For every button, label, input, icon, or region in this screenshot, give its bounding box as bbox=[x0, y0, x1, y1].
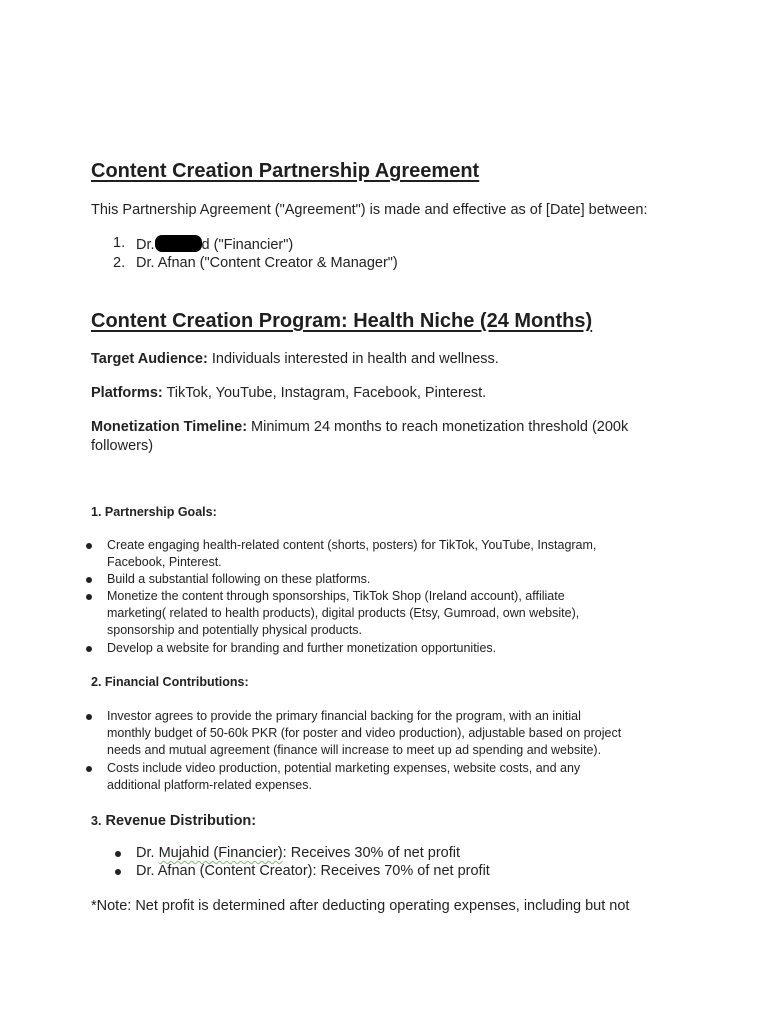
goal-item-3-line-3: sponsorship and potentially physical products. bbox=[107, 623, 363, 637]
goal-item-3 bbox=[107, 588, 579, 639]
financial-item-2-line-1: Costs include video production, potential marketing expenses, website costs, and any bbox=[107, 761, 581, 775]
monetization-timeline-text: Minimum 24 months to reach monetization threshold (200k bbox=[247, 419, 629, 435]
goal-item-2-line-1: Build a substantial following on these platforms. bbox=[107, 572, 371, 586]
financial-item-1-line-2: monthly budget of 50-60k PKR (for poster and video production), adjustable based on project bbox=[107, 726, 622, 740]
target-audience-label: Target Audience: bbox=[91, 351, 208, 367]
financial-item-2 bbox=[107, 760, 580, 794]
goal-item-1 bbox=[107, 537, 596, 571]
party-2-number: 2. bbox=[113, 255, 126, 271]
bullet-icon bbox=[86, 646, 92, 652]
bullet-icon bbox=[86, 577, 92, 583]
platforms-text: TikTok, YouTube, Instagram, Facebook, Pinterest. bbox=[162, 385, 487, 401]
section-3-title: Revenue Distribution: bbox=[101, 813, 257, 829]
goal-item-4-line-1: Develop a website for branding and further monetization opportunities. bbox=[107, 641, 497, 655]
goal-item-3-line-2: marketing( related to health products), digital products (Etsy, Gumroad, own website), bbox=[107, 606, 580, 620]
revenue-item-2: Dr. Afnan (Content Creator): Receives 70% of net profit bbox=[136, 863, 490, 879]
monetization-timeline bbox=[91, 419, 628, 435]
target-audience-text: Individuals interested in health and wellness. bbox=[207, 351, 499, 367]
bullet-icon bbox=[86, 766, 92, 772]
bullet-icon bbox=[86, 714, 92, 720]
revenue-item-1-name: Mujahid (Financier) bbox=[158, 845, 283, 861]
goal-item-1-line-1: Create engaging health-related content (shorts, posters) for TikTok, YouTube, Instagram, bbox=[107, 538, 597, 552]
bullet-icon bbox=[115, 869, 121, 875]
bullet-icon bbox=[86, 594, 92, 600]
goal-item-2 bbox=[107, 571, 370, 588]
monetization-timeline-continued: followers) bbox=[91, 438, 154, 454]
target-audience bbox=[91, 351, 499, 367]
document-title: Content Creation Partnership Agreement bbox=[91, 160, 480, 182]
revenue-item-1-rest: : Receives 30% of net profit bbox=[282, 845, 460, 861]
financial-item-2-line-2: additional platform-related expenses. bbox=[107, 778, 312, 792]
redaction-mark bbox=[155, 235, 202, 252]
program-heading: Content Creation Program: Health Niche (24 Months) bbox=[91, 310, 593, 332]
monetization-timeline-label: Monetization Timeline: bbox=[91, 419, 248, 435]
platforms bbox=[91, 385, 486, 401]
party-1-suffix: d ("Financier") bbox=[201, 237, 294, 253]
section-3-heading bbox=[91, 812, 256, 830]
party-1-number: 1. bbox=[113, 235, 126, 251]
goal-item-3-line-1: Monetize the content through sponsorships, TikTok Shop (Ireland account), affiliate bbox=[107, 589, 565, 603]
section-3-number: 3. bbox=[91, 814, 102, 828]
revenue-item-1-prefix: Dr. bbox=[136, 845, 159, 861]
financial-item-1 bbox=[107, 708, 621, 759]
bullet-icon bbox=[86, 543, 92, 549]
platforms-label: Platforms: bbox=[91, 385, 163, 401]
goal-item-1-line-2: Facebook, Pinterest. bbox=[107, 555, 222, 569]
financial-item-1-line-3: needs and mutual agreement (finance will increase to meet up ad spending and website). bbox=[107, 743, 602, 757]
party-2: Dr. Afnan ("Content Creator & Manager") bbox=[136, 255, 398, 271]
section-2-heading: 2. Financial Contributions: bbox=[91, 675, 249, 689]
goal-item-4 bbox=[107, 640, 496, 657]
party-1 bbox=[136, 235, 293, 253]
financial-item-1-line-1: Investor agrees to provide the primary financial backing for the program, with an initial bbox=[107, 709, 581, 723]
note-paragraph: *Note: Net profit is determined after deducting operating expenses, including but not bbox=[91, 898, 630, 914]
bullet-icon bbox=[115, 851, 121, 857]
section-1-heading: 1. Partnership Goals: bbox=[91, 505, 217, 519]
party-1-prefix: Dr. bbox=[136, 237, 155, 253]
intro-paragraph: This Partnership Agreement ("Agreement") is made and effective as of [Date] between: bbox=[91, 202, 648, 218]
revenue-item-1 bbox=[136, 845, 460, 861]
